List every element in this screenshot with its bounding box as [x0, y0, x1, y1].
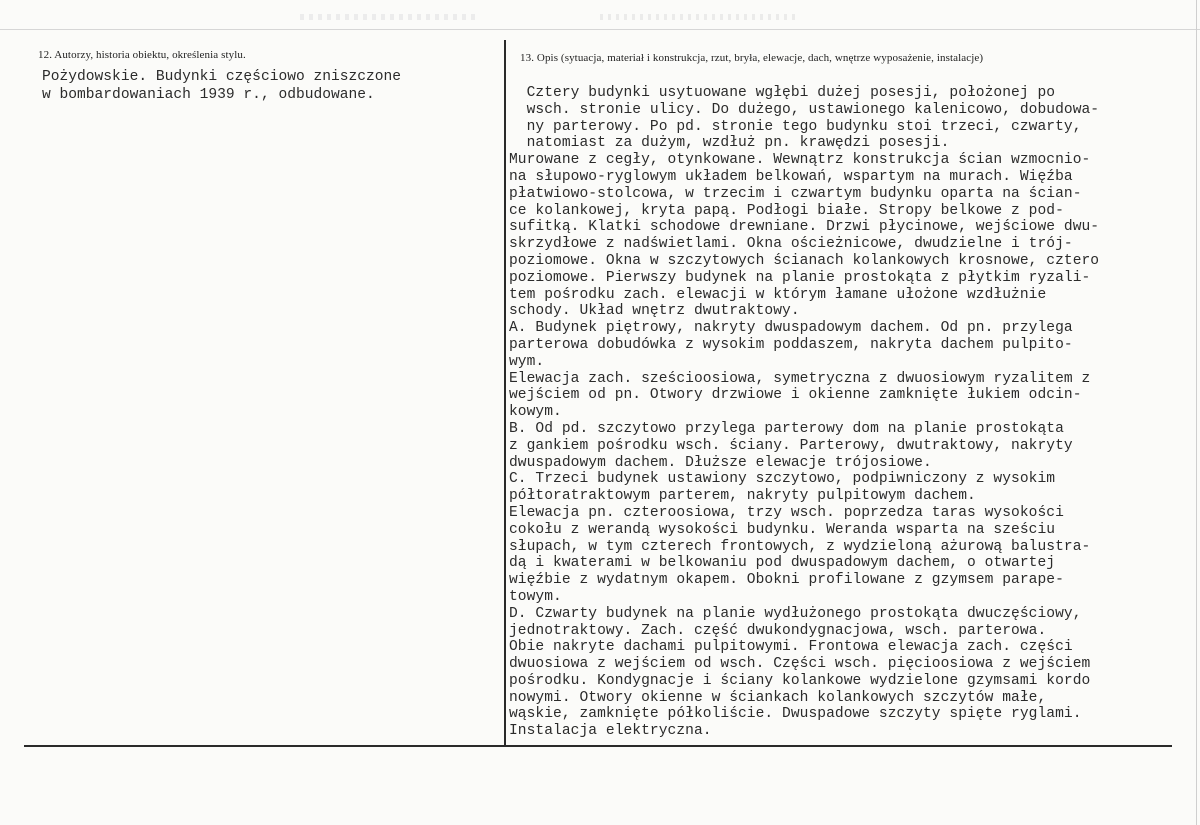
field-13-label: 13. Opis (sytuacja, materiał i konstrukcja, rzut, bryła, elewacje, dach, wnętrze wyposażenie, instalacje) [520, 52, 984, 64]
faint-bleedthrough-mark [300, 14, 480, 20]
top-border-line [0, 29, 1200, 30]
faint-bleedthrough-mark-2 [600, 14, 800, 20]
column-divider [504, 40, 506, 746]
bottom-border-line [24, 745, 1172, 747]
field-12-typed-text: Pożydowskie. Budynki częściowo zniszczone w bombardowaniach 1939 r., odbudowane. [42, 69, 402, 103]
field-13-typed-text: Cztery budynki usytuowane wgłębi dużej posesji, położonej po wsch. stronie ulicy. Do dużego, ustawionego kalenicowo, dobudowa- ny parterowy. Po pd. stronie tego budynku stoi trzeci, czwarty, natomiast za dużym, wzdłuż pn. krawędzi posesji. Murowane z cegły, otynkowane. Wewnątrz konstrukcja ścian wzmocnio- na słupowo-ryglowym układem belkowań, wspartym na murach. Więźba płatwiowo-stolcowa, w trzecim i czwartym budynku oparta na ścian- ce kolankowej, kryta papą. Podłogi białe. Stropy belkowe z pod- sufitką. Klatki schodowe drewniane. Drzwi płycinowe, wejściowe dwu- skrzydłowe z nadświetlami. Okna ościeżnicowe, dwudzielne i trój- poziomowe. Okna w szczytowych ścianach kolankowych krosnowe, cztero poziomowe. Pierwszy budynek na planie prostokąta z płytkim ryzali- tem pośrodku zach. elewacji w którym łamane ułożone wzdłużnie schody. Układ wnętrz dwutraktowy. A. Budynek piętrowy, nakryty dwuspadowym dachem. Od pn. przylega parterowa dobudówka z wysokim poddaszem, nakryta dachem pulpito- wym. Elewacja zach. sześcioosiowa, symetryczna z dwuosiowym ryzalitem z wejściem od pn. Otwory drzwiowe i okienne zamknięte łukiem odcin- kowym. B. Od pd. szczytowo przylega parterowy dom na planie prostokąta z gankiem pośrodku wsch. ściany. Parterowy, dwutraktowy, nakryty dwuspadowym dachem. Dłuższe elewacje trójosiowe. C. Trzeci budynek ustawiony szczytowo, podpiwniczony z wysokim półtoratraktowym parterem, nakryty pulpitowym dachem. Elewacja pn. czteroosiowa, trzy wsch. poprzedza taras wysokości cokołu z werandą wysokości budynku. Weranda wsparta na sześciu słupach, w tym czterech frontowych, z wydzieloną ażurową balustra- dą i kwaterami w belkowaniu pod dwuspadowym dachem, o otwartej więźbie z wydatnym okapem. Obokni profilowane z gzymsem parape- towym. D. Czwarty budynek na planie wydłużonego prostokąta dwuczęściowy, jednotraktowy. Zach. część dwukondygnacjowa, wsch. parterowa. Obie nakryte dachami pulpitowymi. Frontowa elewacja zach. części dwuosiowa z wejściem od wsch. Części wsch. pięcioosiowa z wejściem pośrodku. Kondygnacje i ściany kolankowe wydzielone gzymsami kordo nowymi. Otwory okienne w ściankach kolankowych szczytów małe, wąskie, zamknięte półkoliście. Dwuspadowe szczyty spięte ryglami. Instalacja elektryczna. [509, 85, 1100, 740]
field-12-label: 12. Autorzy, historia obiektu, określenia stylu. [38, 49, 246, 61]
right-edge-line [1196, 0, 1197, 825]
